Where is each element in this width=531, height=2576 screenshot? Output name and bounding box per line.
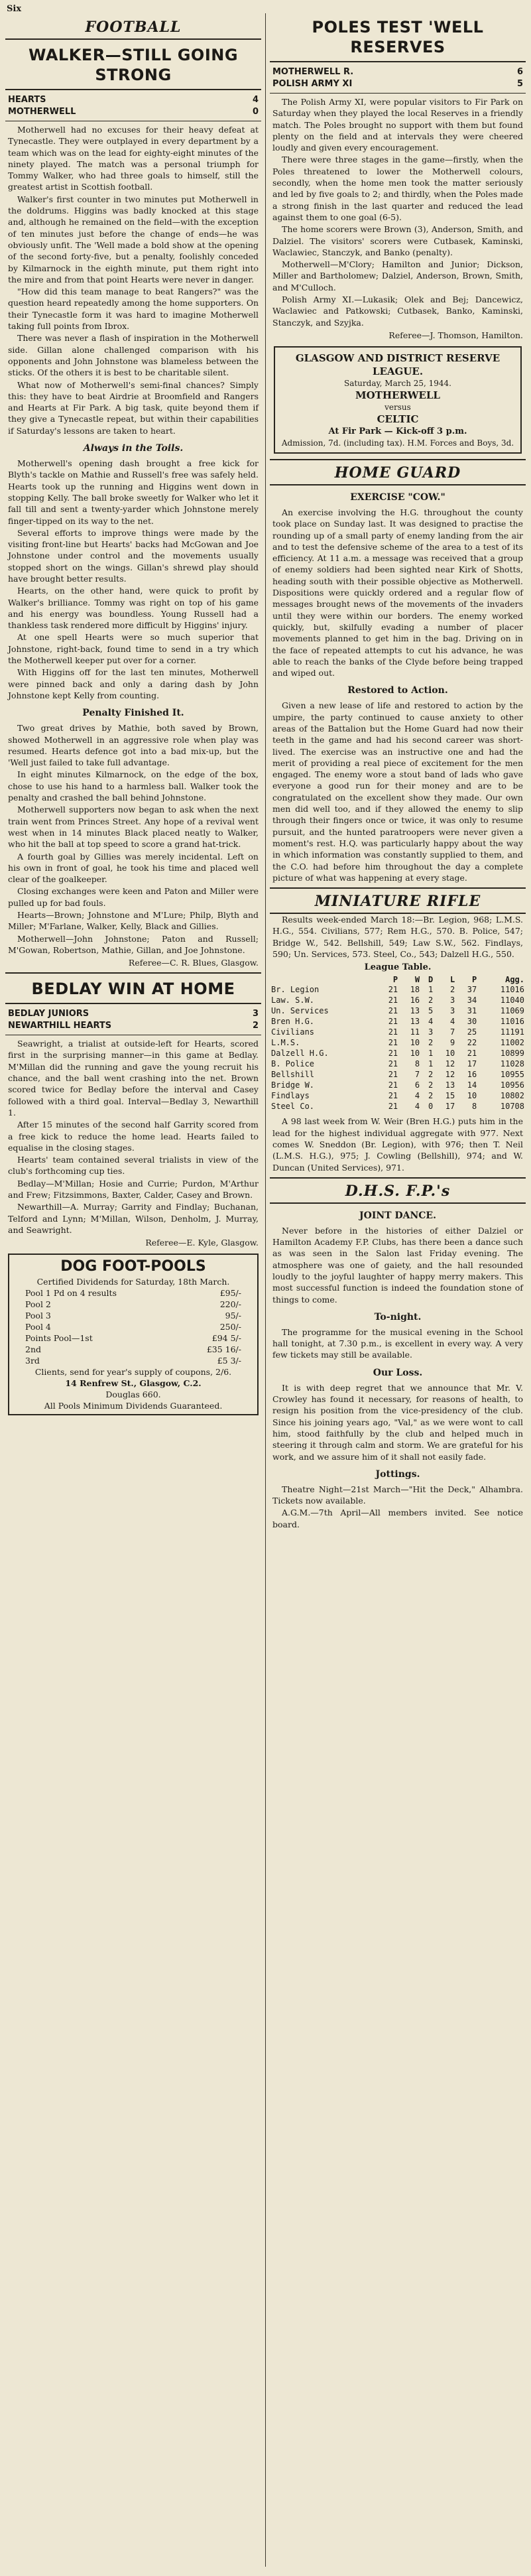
league-table-body (270, 984, 526, 1112)
pools-row (13, 1321, 253, 1332)
table-cell: 11191 (500, 1027, 524, 1037)
article-paragraph: At one spell Hearts were so much superior that Johnstone, right-back, found time to send in a try which the Motherwell keeper put over for a corner. (8, 632, 259, 666)
table-cell: 18 (410, 985, 420, 995)
home-guard-article (270, 459, 526, 883)
table-cell: 10955 (500, 1070, 524, 1080)
walker-headline: WALKER—STILL GOING STRONG (5, 40, 261, 90)
article-paragraph: Walker's first counter in two minutes put Motherwell in the doldrums. Higgins was badly knocked at this stage and, although he remained on the field—with the exception of ten minutes just before the change of ends—he was obviously unfit. The 'Well made a bold show at the opening of the second forty-five, but a penalty, foolishly conceded by Kilmarnock in the eighth minute, put them right into the mire and from that point Hearts were never in danger. (8, 194, 259, 285)
reserve-league-ad (274, 346, 522, 454)
table-cell: 10 (467, 1091, 477, 1101)
pools-row (13, 1287, 253, 1299)
table-cell: Bellshill (271, 1070, 315, 1080)
table-cell: 11069 (500, 1006, 524, 1016)
article-paragraph: After 15 minutes of the second half Garrity scored from a free kick to reduce the home lead. Hearts failed to equalise in the closing stages. (8, 1120, 259, 1153)
column-header: L (449, 975, 455, 985)
table-cell: 11028 (500, 1059, 524, 1069)
team-name: POLISH ARMY XI (272, 79, 353, 89)
pool-value: 220/- (219, 1299, 241, 1310)
pools-row (13, 1299, 253, 1310)
table-cell: 21 (388, 985, 398, 995)
table-cell: 11 (410, 1027, 420, 1037)
poles-headline: POLES TEST 'WELL RESERVES (270, 15, 526, 62)
team-name: NEWARTHILL HEARTS (8, 1021, 112, 1031)
team-lineup: Hearts—Brown; Johnstone and M'Lure; Philp, Blyth and Miller; M'Farlane, Walker, Kelly, Black and Gillies. (8, 910, 259, 932)
home-guard-section-head: HOME GUARD (270, 460, 526, 485)
article-paragraph: In eight minutes Kilmarnock, on the edge of the box, chose to use his hand to a harmless ball. Walker took the penalty and crashed the ball behind Johnstone. (8, 769, 259, 803)
team-name: HEARTS (8, 95, 46, 105)
referee-line: Referee—E. Kyle, Glasgow. (145, 1238, 259, 1248)
table-row (270, 995, 526, 1005)
table-cell: 34 (467, 996, 477, 1005)
pools-certified: Certified Dividends for Saturday, 18th March. (36, 1277, 230, 1287)
table-cell: 13 (445, 1080, 455, 1090)
table-cell: 16 (410, 996, 420, 1005)
table-row (270, 984, 526, 995)
table-cell: 21 (388, 996, 398, 1005)
team-name: MOTHERWELL R. (272, 67, 354, 77)
score-line (270, 66, 526, 78)
subheading: JOINT DANCE. (359, 1210, 436, 1221)
article-paragraph: Hearts, on the other hand, were quick to profit by Walker's brilliance. Tommy was right on top of his game and his energy was boundless. Young Russell had a thankless task rendered more difficult by Higgins' injury. (8, 586, 259, 631)
table-cell: 4 (414, 1091, 420, 1101)
table-cell: Br. Legion (271, 985, 320, 995)
table-row (270, 1101, 526, 1112)
table-row (270, 1005, 526, 1016)
subheading: Always in the Toils. (83, 443, 184, 454)
article-paragraph: A.G.M.—7th April—All members invited. See notice board. (272, 1508, 523, 1529)
table-cell: 10899 (500, 1049, 524, 1059)
pools-row (13, 1332, 253, 1344)
table-cell: 11002 (500, 1038, 524, 1048)
article-paragraph: Several efforts to improve things were made by the visiting front-line but Hearts' backs had McGowan and Joe Johnstone under control and the movements usually stopped short on the wings. Gillan's shrewd play should have brought better results. (8, 527, 259, 584)
promo-away: CELTIC (377, 413, 419, 425)
article-paragraph: Closing exchanges were keen and Paton and Miller were pulled up for bad fouls. (8, 886, 259, 908)
table-cell: Findlays (271, 1091, 310, 1101)
subheading: EXERCISE "COW." (350, 491, 445, 503)
table-row (270, 1016, 526, 1027)
team-score: 5 (516, 79, 523, 89)
subheading: Our Loss. (373, 1367, 423, 1378)
pool-label: Pool 3 (25, 1311, 51, 1321)
football-section-head: FOOTBALL (5, 15, 261, 40)
column-header: W (414, 975, 420, 985)
table-cell: 1 (428, 1059, 434, 1069)
table-cell: 7 (449, 1027, 455, 1037)
pool-value: £95/- (219, 1288, 241, 1299)
team-lineup: Polish Army XI.—Lukasik; Olek and Bej; Dancewicz, Waclawiec and Patkowski; Cutbasek, Banko, Kaminski, Stanczyk, and Szyjka. (272, 294, 523, 328)
table-cell: 12 (445, 1070, 455, 1080)
right-column (270, 15, 526, 1531)
dog-foot-pools-ad (8, 1254, 259, 1415)
table-cell: 14 (467, 1080, 477, 1090)
column-header: Agg. (505, 975, 524, 985)
table-row (270, 1080, 526, 1090)
bedlay-article (5, 972, 261, 1248)
pools-row (13, 1355, 253, 1366)
article-paragraph: What now of Motherwell's semi-final chances? Simply this: they have to beat Airdrie at Broomfield and Rangers and Hearts at Fir Park. A big task, quite beyond them if they give a Tynecastle repeat, but within their capabilities if Saturday's lessons are taken to heart. (8, 379, 259, 436)
table-cell: 2 (428, 1091, 434, 1101)
table-cell: 13 (410, 1017, 420, 1027)
score-line (5, 1020, 261, 1032)
table-cell: 1 (428, 1049, 434, 1059)
table-row (270, 1059, 526, 1069)
pool-label: Points Pool—1st (25, 1333, 93, 1344)
table-cell: 12 (445, 1059, 455, 1069)
pools-headline: DOG FOOT-POOLS (60, 1258, 206, 1275)
table-cell: 21 (388, 1102, 398, 1112)
subheading: Jottings. (375, 1468, 420, 1480)
article-paragraph: Given a new lease of life and restored to action by the umpire, the party continued to cause anxiety to other areas of the Battalion but the Home Guard had now their teeth in the game and had his second career was short-lived. The exercise was an instructive one and had the merit of providing a real piece of excitement for the men engaged. The enemy wore a stout band of lads who gave everyone a good run for their money and are to be congratulated on the excellent show they made. Our own men did well too, and if they allowed the enemy to slip through their fingers once or twice, it was only to resume pursuit, and the hunted paratroopers were never given a moment's rest. H.Q. was particularly happy about the way in which information was constantly supplied to them, and the C.O. had before him throughout the day a complete picture of what was happening at every stage. (272, 700, 523, 883)
promo-date: Saturday, March 25, 1944. (343, 378, 451, 388)
article-paragraph: The Polish Army XI, were popular visitors to Fir Park on Saturday when they played the local Reserves in a friendly match. The Poles brought no support with them but found plenty on the field and at intervals they were cheered loudly and given every encouragement. (272, 97, 523, 153)
table-row (270, 1090, 526, 1101)
team-name: MOTHERWELL (8, 107, 76, 117)
promo-home: MOTHERWELL (355, 389, 440, 401)
score-line (5, 1008, 261, 1020)
table-cell: 25 (467, 1027, 477, 1037)
team-score: 0 (252, 107, 259, 117)
table-cell: 10802 (500, 1091, 524, 1101)
pools-row (13, 1310, 253, 1321)
table-cell: 21 (388, 1049, 398, 1059)
team-score: 4 (252, 95, 259, 105)
bedlay-headline: BEDLAY WIN AT HOME (5, 974, 261, 1004)
article-paragraph: There was never a flash of inspiration in the Motherwell side. Gillan alone challenged comparison with his opponents and John Johnstone was blameless between the sticks. Of the others it is best to be charitable silent. (8, 333, 259, 378)
pool-value: 95/- (225, 1311, 241, 1321)
article-paragraph: It is with deep regret that we announce that Mr. V. Crowley has found it necessary, for reasons of health, to resign his position from the vice-presidency of the club. Since his joining years ago, "Val," as we were wont to call him, stood faithfully by the club and helped much in steering it through calm and storm. We are grateful for his work, and we assure him of it shall not easily fade. (272, 1382, 523, 1462)
article-paragraph: There were three stages in the game—firstly, when the Poles threatened to lower the Motherwell colours, secondly, when the home men took the matter seriously and led by five goals to 2; and thirdly, when the Poles made a strong finish in the last quarter and reduced the lead against them to one goal (6-5). (272, 155, 523, 222)
team-score: 3 (252, 1009, 259, 1019)
score-line (5, 94, 261, 106)
table-cell: 2 (428, 996, 434, 1005)
table-cell: Bridge W. (271, 1080, 315, 1090)
pool-value: £94 5/- (211, 1333, 241, 1344)
article-paragraph: A 98 last week from W. Weir (Bren H.G.) puts him in the lead for the highest individual aggregate with 977. Next comes W. Sneddon (Br. Legion), with 976; then T. Neil (L.M.S. H.G.), 975; J. Cowling (Bellshill), 974; and W. Duncan (United Services), 971. (272, 1116, 523, 1173)
dhs-fp-article (270, 1177, 526, 1530)
table-cell: 17 (445, 1102, 455, 1112)
table-cell: 6 (414, 1080, 420, 1090)
rifle-section-head: MINIATURE RIFLE (270, 889, 526, 914)
table-cell: 2 (449, 985, 455, 995)
article-paragraph: An exercise involving the H.G. throughout the county took place on Sunday last. It was designed to practise the rounding up of a small party of enemy landing from the air and to test the defensive scheme of the area to a test of its efficiency. At 11 a.m. a message was received that a group of enemy soldiers had been sighted near Kirk of Shotts, heading south with their possible objective as Motherwell. Dispositions were quickly ordered and a regular flow of messages brought news of the movements of the invaders until they were within our borders. The enemy worked quickly, but, skilfully evading a number of placer movements planned to get him in the bag. Driving on in the face of repeated attempts to cut his advance, he was able to reach the banks of the Clyde before being trapped and wiped out. (272, 507, 523, 678)
pool-label: Pool 4 (25, 1322, 51, 1332)
table-cell: 17 (467, 1059, 477, 1069)
table-cell: 21 (388, 1006, 398, 1016)
referee-line: Referee—C. R. Blues, Glasgow. (128, 958, 259, 968)
subheading: Penalty Finished It. (82, 708, 184, 719)
pool-label: Pool 2 (25, 1299, 51, 1310)
article-paragraph: A fourth goal by Gillies was merely incidental. Left on his own in front of goal, he took his time and placed well clear of the goalkeeper. (8, 851, 259, 885)
table-cell: 21 (388, 1038, 398, 1048)
table-row (270, 1048, 526, 1059)
table-cell: 11040 (500, 996, 524, 1005)
table-cell: 4 (449, 1017, 455, 1027)
article-paragraph: Motherwell had no excuses for their heavy defeat at Tynecastle. They were outplayed in every department by a team which was on the lead for eighty-eight minutes of the ninety played. The match was a personal triumph for Tommy Walker, who had three goals to himself, still the greatest artist in Scottish football. (8, 125, 259, 192)
table-cell: 10 (410, 1049, 420, 1059)
column-header: D (428, 975, 434, 985)
table-row (270, 1027, 526, 1037)
left-column (5, 15, 261, 1421)
article-paragraph: Results week-ended March 18:—Br. Legion, 968; L.M.S. H.G., 554. Civilians, 577; Rem H.G., 570. B. Police, 547; Bridge W., 542. Bellshill, 549; Law S.W., 562. Findlays, 590; Un. Services, 573. Steel, Co., 543; Dalzell H.G., 550. (272, 915, 523, 960)
table-cell: 2 (428, 1070, 434, 1080)
table-cell: 10708 (500, 1102, 524, 1112)
table-cell: 13 (410, 1006, 420, 1016)
article-paragraph: With Higgins off for the last ten minutes, Motherwell were pinned back and only a daring dash by John Johnstone kept Kelly from counting. (8, 667, 259, 700)
article-paragraph: Seawright, a trialist at outside-left for Hearts, scored first in the surprising manner—in this game at Bedlay. M'Millan did the running and gave the young recruit his chance, and the ball went crashing into the net. Brown scored twice for Bedlay before the interval and Casey followed with a third goal. Interval—Bedlay 3, Newarthill 1. (8, 1039, 259, 1118)
miniature-rifle-article (270, 887, 526, 1173)
promo-versus: versus (384, 402, 411, 412)
walker-scores (5, 90, 261, 121)
column-header: P (471, 975, 477, 985)
table-cell: 0 (428, 1102, 434, 1112)
table-cell: 22 (467, 1038, 477, 1048)
pool-value: £35 16/- (206, 1344, 241, 1355)
table-cell: 21 (388, 1080, 398, 1090)
article-paragraph: Theatre Night—21st March—"Hit the Deck," Alhambra. Tickets now available. (272, 1484, 523, 1506)
pool-label: Pool 1 Pd on 4 results (25, 1288, 117, 1299)
article-paragraph: Hearts' team contained several trialists in view of the club's forthcoming cup ties. (8, 1155, 259, 1177)
article-paragraph: Never before in the histories of either Dalziel or Hamilton Academy F.P. Clubs, has there been a dance such as was seen in the Salon last Friday evening. The atmosphere was one of gaiety, and the hall resounded loudly to the joyful laughter of happy merry makers. This most successful function is indeed the foundation stone of things to come. (272, 1225, 523, 1305)
table-cell: 30 (467, 1017, 477, 1027)
table-row (270, 1069, 526, 1080)
article-paragraph: "How did this team manage to beat Rangers?" was the question heard repeatedly among the home supporters. On their Tynecastle form it was hard to imagine Motherwell taking full points from Ibrox. (8, 287, 259, 332)
table-cell: Dalzell H.G. (271, 1049, 329, 1059)
team-score: 6 (516, 67, 523, 77)
pools-row (13, 1344, 253, 1355)
team-lineup: Newarthill—A. Murray; Garrity and Findlay; Buchanan, Telford and Lynn; M'Millan, Wilson, Denholm, J. Murray, and Seawright. (8, 1202, 259, 1235)
table-cell: Civilians (271, 1027, 315, 1037)
article-paragraph: The programme for the musical evening in the School hall tonight, at 7.30 p.m., is excellent in every way. A very few tickets may still be available. (272, 1326, 523, 1360)
subheading: Restored to Action. (347, 685, 448, 696)
table-cell: 16 (467, 1070, 477, 1080)
table-row (270, 1037, 526, 1048)
table-cell: 3 (449, 996, 455, 1005)
league-table-head: League Table. (364, 962, 432, 973)
referee-line: Referee—J. Thomson, Hamilton. (388, 330, 523, 340)
score-line (270, 78, 526, 90)
dhs-section-head: D.H.S. F.P.'s (270, 1179, 526, 1204)
table-cell: 31 (467, 1006, 477, 1016)
poles-scores (270, 62, 526, 94)
article-paragraph: The home scorers were Brown (3), Anderson, Smith, and Dalziel. The visitors' scorers were Cutbasek, Kaminski, Waclawiec, Stanczyk, and Banko (penalty). (272, 224, 523, 257)
table-cell: 3 (428, 1027, 434, 1037)
league-table (270, 975, 526, 1112)
table-cell: Un. Services (271, 1006, 329, 1016)
table-header-row (270, 975, 526, 984)
table-cell: 11016 (500, 1017, 524, 1027)
promo-title: GLASGOW AND DISTRICT RESERVE LEAGUE. (295, 352, 501, 377)
table-cell: 10 (445, 1049, 455, 1059)
table-cell: 7 (414, 1070, 420, 1080)
table-cell: 2 (428, 1080, 434, 1090)
column-header (270, 975, 377, 984)
pools-footer: All Pools Minimum Dividends Guaranteed. (44, 1401, 223, 1411)
score-line (5, 106, 261, 118)
team-lineup: Motherwell—M'Clory; Hamilton and Junior; Dickson, Miller and Bartholomew; Dalziel, Anderson, Brown, Smith, and M'Culloch. (272, 259, 523, 292)
table-cell: 11016 (500, 985, 524, 995)
subheading: To-night. (374, 1311, 422, 1322)
team-score: 2 (252, 1021, 259, 1031)
table-cell: 2 (428, 1038, 434, 1048)
table-cell: 21 (388, 1017, 398, 1027)
walker-article (5, 40, 261, 968)
table-cell: 10956 (500, 1080, 524, 1090)
table-cell: 21 (388, 1059, 398, 1069)
table-cell: 9 (449, 1038, 455, 1048)
team-lineup: Motherwell—John Johnstone; Paton and Russell; M'Gowan, Robertson, Mathie, Gillan, and Joe Johnstone. (8, 933, 259, 955)
article-paragraph: Two great drives by Mathie, both saved by Brown, showed Motherwell in an aggressive role when play was resumed. Hearts defence got into a bad mix-up, but the 'Well just failed to take full advantage. (8, 723, 259, 768)
table-cell: 21 (388, 1027, 398, 1037)
pools-clients: Clients, send for year's supply of coupons, 2/6. (34, 1367, 232, 1378)
table-cell: Steel Co. (271, 1102, 315, 1112)
table-cell: 5 (428, 1006, 434, 1016)
promo-admission: Admission, 7d. (including tax). H.M. Forces and Boys, 3d. (281, 438, 514, 448)
table-cell: 8 (414, 1059, 420, 1069)
table-cell: 3 (449, 1006, 455, 1016)
table-cell: 10 (410, 1038, 420, 1048)
bedlay-scores (5, 1004, 261, 1035)
pools-address: 14 Renfrew St., Glasgow, C.2. (65, 1378, 202, 1389)
pool-value: 250/- (219, 1322, 241, 1332)
column-rule (265, 13, 266, 2567)
table-cell: L.M.S. (271, 1038, 300, 1048)
table-cell: Bren H.G. (271, 1017, 315, 1027)
table-cell: 4 (414, 1102, 420, 1112)
table-cell: 15 (445, 1091, 455, 1101)
table-cell: 21 (388, 1070, 398, 1080)
table-cell: B. Police (271, 1059, 315, 1069)
article-paragraph: Motherwell supporters now began to ask when the next train went from Princes Street. Any hope of a revival went west when in 14 minutes Black placed neatly to Walker, who hit the ball at top speed to score a grand hat-trick. (8, 805, 259, 850)
column-header: P (392, 975, 398, 985)
page-number: Six (7, 4, 22, 14)
table-cell: 8 (471, 1102, 477, 1112)
table-cell: 37 (467, 985, 477, 995)
team-name: BEDLAY JUNIORS (8, 1009, 89, 1019)
pools-phone: Douglas 660. (105, 1389, 161, 1400)
table-cell: Law. S.W. (271, 996, 315, 1005)
pool-label: 3rd (25, 1356, 40, 1366)
article-paragraph: Motherwell's opening dash brought a free kick for Blyth's tackle on Mathie and Russell's free was safely held. Hearts took up the running and Higgins went down in stopping Kelly. The ball broke sweetly for Walker who let it fall till and sent a twenty-yarder which Johnstone merely finger-tipped on its way to the net. (8, 458, 259, 526)
pool-label: 2nd (25, 1344, 42, 1355)
pool-value: £5 3/- (217, 1356, 241, 1366)
table-cell: 21 (467, 1049, 477, 1059)
promo-venue: At Fir Park — Kick-off 3 p.m. (328, 426, 467, 436)
table-cell: 4 (428, 1017, 434, 1027)
team-lineup: Bedlay—M'Millan; Hosie and Currie; Purdon, M'Arthur and Frew; Fitzsimmons, Baxter, Calder, Casey and Brown. (8, 1178, 259, 1200)
table-cell: 1 (428, 985, 434, 995)
poles-article (270, 15, 526, 341)
table-cell: 21 (388, 1091, 398, 1101)
